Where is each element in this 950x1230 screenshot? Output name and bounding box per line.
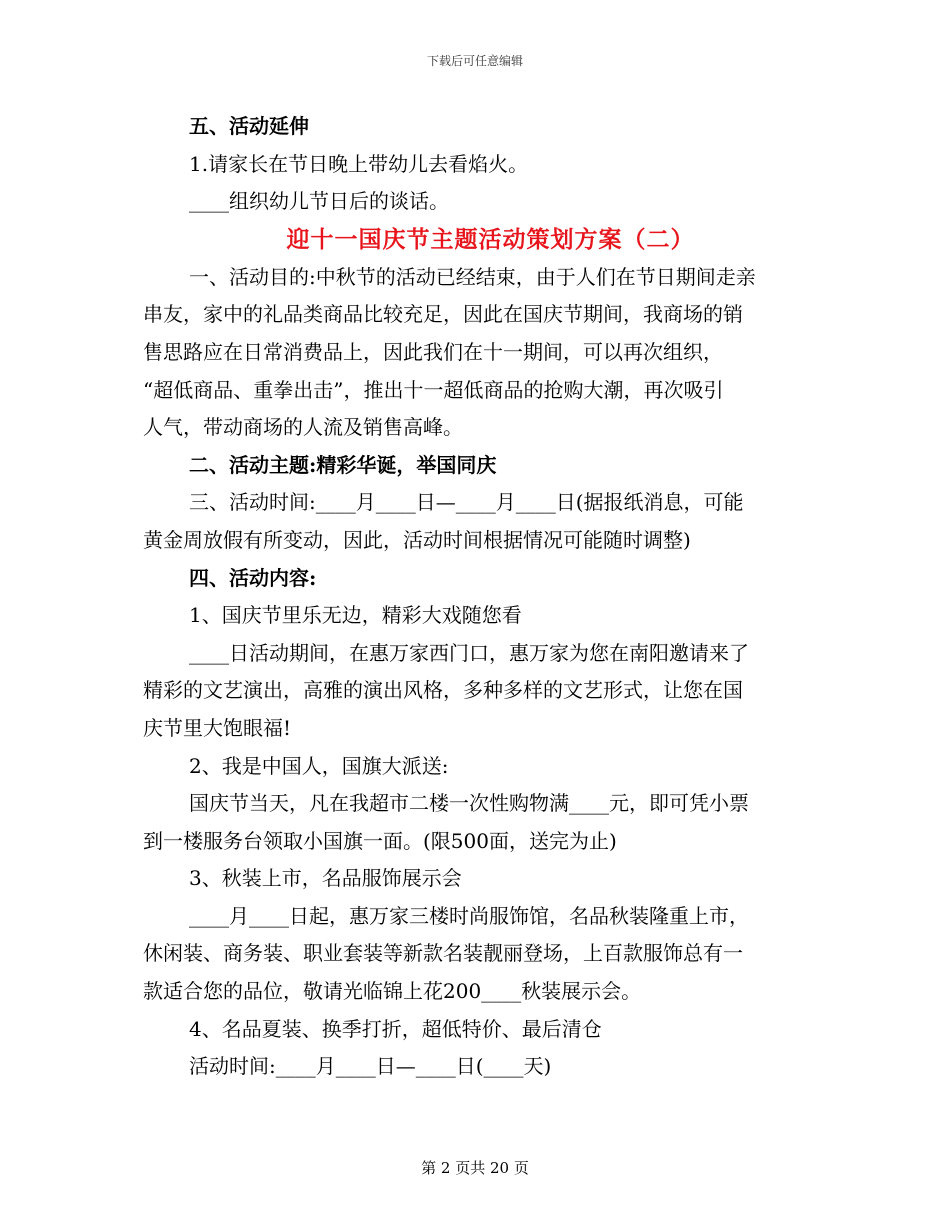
list-item-title: 2、我是中国人，国旗大派送: bbox=[189, 753, 449, 778]
paragraph-line: 活动时间:____月____日—____日(____天) bbox=[189, 1054, 552, 1079]
paragraph-line: 售思路应在日常消费品上，因此我们在十一期间，可以再次组织， bbox=[143, 339, 723, 364]
list-item-title: 4、名品夏装、换季打折，超低特价、最后清仓 bbox=[189, 1016, 602, 1041]
paragraph-line: ____日活动期间，在惠万家西门口，惠万家为您在南阳邀请来了 bbox=[189, 640, 749, 665]
document-title: 迎十一国庆节主题活动策划方案（二） bbox=[286, 225, 695, 253]
paragraph-line: “超低商品、重拳出击”，推出十一超低商品的抢购大潮，再次吸引 bbox=[143, 377, 724, 402]
paragraph-line: 三、活动时间:____月____日—____月____日(据报纸消息，可能 bbox=[189, 490, 744, 515]
paragraph-line: 串友，家中的礼品类商品比较充足，因此在国庆节期间，我商场的销 bbox=[143, 302, 743, 327]
paragraph-line: 精彩的文艺演出，高雅的演出风格，多种多样的文艺形式，让您在国 bbox=[143, 678, 743, 703]
paragraph-line: 黄金周放假有所变动，因此，活动时间根据情况可能随时调整) bbox=[143, 527, 691, 552]
paragraph-line: 庆节里大饱眼福! bbox=[143, 715, 292, 740]
document-body bbox=[143, 108, 808, 1086]
paragraph-line: 国庆节当天，凡在我超市二楼一次性购物满____元，即可凭小票 bbox=[189, 791, 749, 816]
paragraph-line: 人气，带动商场的人流及销售高峰。 bbox=[143, 415, 463, 440]
section-heading: 二、活动主题:精彩华诞，举国同庆 bbox=[189, 452, 497, 477]
paragraph-line: ____组织幼儿节日后的谈话。 bbox=[189, 189, 449, 214]
paragraph-line: 款适合您的品位，敬请光临锦上花200____秋装展示会。 bbox=[143, 979, 642, 1004]
list-item-title: 3、秋装上市，名品服饰展示会 bbox=[189, 866, 462, 891]
page-header: 下载后可任意编辑 bbox=[426, 54, 523, 68]
paragraph-line: 1.请家长在节日晚上带幼儿去看焰火。 bbox=[189, 151, 529, 176]
section-heading: 四、活动内容: bbox=[189, 565, 317, 590]
paragraph-line: 一、活动目的:中秋节的活动已经结束，由于人们在节日期间走亲 bbox=[189, 264, 756, 289]
paragraph-line: 到一楼服务台领取小国旗一面。(限500面，送完为止) bbox=[143, 828, 617, 853]
paragraph-line: ____月____日起，惠万家三楼时尚服饰馆，名品秋装隆重上市， bbox=[189, 903, 749, 928]
page-footer: 第 2 页共 20 页 bbox=[421, 1159, 529, 1177]
section-heading: 五、活动延伸 bbox=[189, 114, 309, 138]
paragraph-line: 休闲装、商务装、职业套装等新款名装靓丽登场，上百款服饰总有一 bbox=[143, 941, 743, 966]
list-item-title: 1、国庆节里乐无边，精彩大戏随您看 bbox=[189, 603, 522, 628]
